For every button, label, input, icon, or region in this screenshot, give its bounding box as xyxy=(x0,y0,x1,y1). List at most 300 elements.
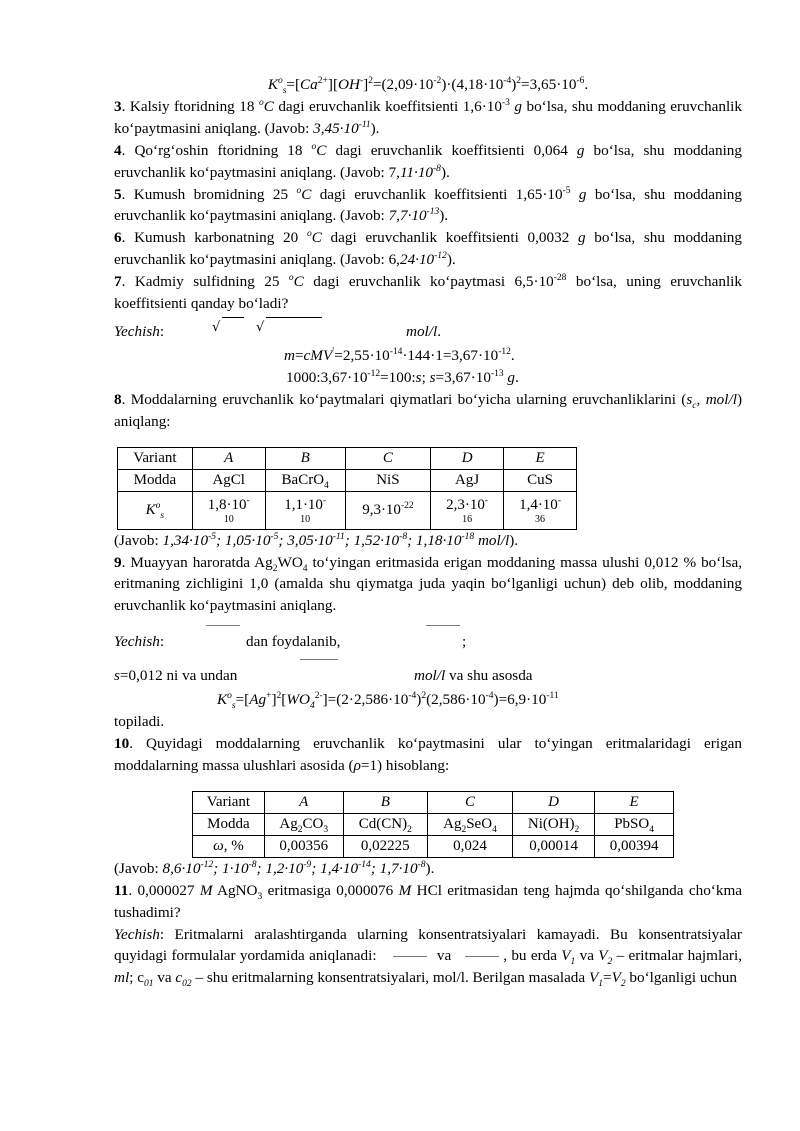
problem-4 xyxy=(114,140,742,184)
formula-text: V xyxy=(561,947,571,965)
problem-number: 8 xyxy=(114,390,122,408)
k-subscript: s xyxy=(231,701,236,712)
table-cell: C xyxy=(345,447,431,469)
k-superscript: o xyxy=(227,691,232,702)
cell-text: NiS xyxy=(376,472,400,489)
k-symbol: K xyxy=(217,691,228,709)
cell-sub: 2 xyxy=(297,825,303,836)
formula-sub: 2 xyxy=(607,957,613,968)
formula-sup: 2 xyxy=(368,75,373,86)
formula-sub: c xyxy=(692,400,697,411)
unit-c: C xyxy=(316,141,327,159)
table-cell: 0,00014 xyxy=(513,835,595,857)
unit-g: g xyxy=(576,141,585,159)
fraction-bar xyxy=(426,625,460,626)
problem-6 xyxy=(114,227,742,271)
formula-text: Ca xyxy=(300,76,318,93)
answer-value: 3,45·10 xyxy=(313,119,359,137)
answer-value: ; 1,2·10 xyxy=(256,859,304,877)
problem-number: 9 xyxy=(114,553,122,571)
solution-7-line-3 xyxy=(114,367,742,389)
answer-value: 7,7·10 xyxy=(388,207,427,225)
table-header xyxy=(193,835,265,857)
problem-number: 6 xyxy=(114,229,122,247)
table-cell: C xyxy=(427,791,512,813)
k-superscript: o xyxy=(155,501,161,512)
formula-sub: 4 xyxy=(302,563,308,574)
exponent: -12 xyxy=(367,368,381,379)
problem-text: : Eritmalarni aralashtirganda ularning konsentratsiyalari kamayadi. Bu konsentratsiyalar quyidagi formulalar yordamida aniqlanadi: xyxy=(114,925,742,965)
problem-text: – shu eritmalarning konsentratsiyalari, mol/l. Berilgan masalada xyxy=(191,969,589,987)
cell-sub: 4 xyxy=(492,825,497,836)
problem-text: ). xyxy=(370,119,380,137)
answer-value: ; 1,05·10 xyxy=(216,531,271,549)
table-cell xyxy=(431,469,504,491)
formula-text: 1000:3,67·10 xyxy=(286,368,368,386)
exponent: -13 xyxy=(426,207,440,218)
formula-text: =3,67·10 xyxy=(435,368,491,386)
cell-text: 2,3·10 xyxy=(446,496,485,513)
formula-text: ·144·1=3,67·10 xyxy=(402,346,499,364)
sqrt-icon: √ xyxy=(256,319,265,335)
formula-text: =[ xyxy=(235,691,250,709)
formula-text: ] xyxy=(363,76,369,93)
problem-11 xyxy=(114,880,742,924)
problem-number: 4 xyxy=(114,141,122,159)
cell-text: 1,1·10 xyxy=(284,496,323,513)
exponent: -18 xyxy=(461,531,475,542)
problem-text: topiladi. xyxy=(114,713,165,731)
unit-c: C xyxy=(263,97,274,115)
formula-sub: 02 xyxy=(182,979,192,990)
formula-sup: ′ xyxy=(332,346,335,357)
table-cell: E xyxy=(595,791,674,813)
k-symbol: K xyxy=(267,76,278,93)
fraction-bar xyxy=(206,625,240,626)
problem-number: 3 xyxy=(114,97,122,115)
table-cell xyxy=(427,813,512,835)
degree-sup: o xyxy=(296,185,302,196)
answer-text: (Javob: xyxy=(114,531,163,549)
problem-text: , bu erda xyxy=(503,947,562,965)
cell-text: Ag xyxy=(279,816,298,833)
table-cell: B xyxy=(265,447,345,469)
yechish-label: Yechish xyxy=(114,633,160,651)
table-row xyxy=(193,791,674,813)
problem-text: . Kadmiy sulfidning 25 xyxy=(121,273,289,291)
formula-text: m xyxy=(284,346,295,364)
table-cell: B xyxy=(343,791,427,813)
cell-text: AgCl xyxy=(212,472,245,489)
formula-sub: 2 xyxy=(620,979,626,990)
cell-text: 1,4·10 xyxy=(519,496,558,513)
problem-9 xyxy=(114,552,742,618)
problem-text: ) aniqlang: xyxy=(114,390,742,430)
problem-text: . Kumush bromidning 25 xyxy=(121,185,297,203)
exponent: -5 xyxy=(270,531,279,542)
formula-text: ; xyxy=(421,368,430,386)
table-cell: 0,02225 xyxy=(343,835,427,857)
problem-text: ; c xyxy=(129,969,144,987)
formula-sup: -6 xyxy=(576,75,585,86)
degree-sup: o xyxy=(306,229,312,240)
problem-number: 5 xyxy=(114,185,122,203)
formula-sup: + xyxy=(266,691,272,702)
table-header: Modda xyxy=(118,469,193,491)
exponent: -11 xyxy=(332,531,345,542)
cell-text: , % xyxy=(223,838,244,855)
problem-text: ). xyxy=(440,163,450,181)
exponent: -4 xyxy=(408,691,417,702)
formula-text: = xyxy=(294,346,304,364)
cell-text: Cd(CN) xyxy=(358,816,408,833)
problem-text: bo‘lsa, shu moddaning eruvchanlik ko‘paytmasini aniqlang. (Javob: xyxy=(114,97,742,137)
problem-text: . Moddalarning eruvchanlik ko‘paytmalari qiymatlari bo‘yicha ularning eruvchanliklarini ( xyxy=(121,390,687,408)
answer-value: 1,34·10 xyxy=(162,531,209,549)
table-row xyxy=(118,469,577,491)
sqrt-bar xyxy=(222,317,244,318)
colon: : xyxy=(159,322,165,340)
problem-text: . Kumush karbonatning 20 xyxy=(121,229,307,247)
formula-sup: 2 xyxy=(276,691,282,702)
exponent: -14 xyxy=(389,346,403,357)
exponent: -3 xyxy=(501,97,510,108)
unit-moll: mol/l xyxy=(705,390,737,408)
exponent: -5 xyxy=(562,185,571,196)
exponent: -8 xyxy=(248,859,257,870)
problem-text: . Qo‘rg‘oshin ftoridning 18 xyxy=(121,141,312,159)
answer-value: ; 1·10 xyxy=(213,859,249,877)
unit-molar: M xyxy=(199,881,213,899)
unit-g: g xyxy=(577,229,586,247)
table-ksp-values xyxy=(117,447,577,530)
exponent: -14 xyxy=(358,859,371,870)
table-row xyxy=(193,835,674,857)
yechish-label: Yechish xyxy=(114,322,160,340)
omega-symbol: ω xyxy=(213,838,224,855)
problem-text: WO xyxy=(277,553,303,571)
exponent-wrap: 16 xyxy=(462,513,473,525)
problem-5 xyxy=(114,184,742,228)
cell-sub: 2 xyxy=(461,825,467,836)
unit-moll: mol/l xyxy=(406,322,438,340)
unit-moll: mol/l xyxy=(474,531,510,549)
problem-text: va xyxy=(436,947,452,965)
formula-text: =2,55·10 xyxy=(334,346,390,364)
problem-text: dagi eruvchanlik ko‘paytmasi 6,5·10 xyxy=(303,273,554,291)
k-subscript: s xyxy=(160,511,165,522)
exponent: -4 xyxy=(485,691,494,702)
answer-value: 24·10 xyxy=(399,251,435,269)
problem-number: 10 xyxy=(114,735,130,753)
formula-text: V xyxy=(588,969,599,987)
problem-text: dagi eruvchanlik koeffitsienti 1,6·10 xyxy=(273,97,502,115)
formula-text: WO xyxy=(286,691,310,709)
exponent-wrap: 10 xyxy=(223,513,234,525)
table-cell: A xyxy=(264,791,343,813)
problem-text: = xyxy=(602,969,612,987)
cell-text: CO xyxy=(302,816,324,833)
problem-text: dagi eruvchanlik koeffitsienti 1,65·10 xyxy=(311,185,563,203)
cell-text: Ni(OH) xyxy=(527,816,575,833)
cell-text: AgJ xyxy=(455,472,480,489)
problem-text: bo‘lsa, shu moddaning eruvchanlik ko‘paytmasini aniqlang. (Javob: 7, xyxy=(114,141,742,181)
cell-text: SeO xyxy=(466,816,493,833)
formula-sup: -2 xyxy=(433,75,442,86)
problem-text: dagi eruvchanlik koeffitsienti 0,064 xyxy=(326,141,577,159)
k-superscript: o xyxy=(277,75,283,86)
table-cell: 0,024 xyxy=(427,835,512,857)
cell-text: 9,3·10 xyxy=(362,502,401,519)
formula-text: ] xyxy=(271,691,277,709)
colon: : xyxy=(159,633,165,651)
table-header: Variant xyxy=(118,447,193,469)
answer-value: ; 1,18·10 xyxy=(407,531,462,549)
cell-sub: 2 xyxy=(574,825,580,836)
formula-text: [ xyxy=(281,691,287,709)
problem-text: ; xyxy=(462,633,467,651)
unit-g: g xyxy=(514,97,522,115)
table-cell: D xyxy=(431,447,504,469)
cell-sub: 2 xyxy=(407,825,412,836)
fraction-bar xyxy=(300,659,338,660)
document-page xyxy=(114,74,742,989)
problem-text: . 0,000027 xyxy=(128,881,200,899)
unit-g: g xyxy=(507,368,515,386)
exponent: - xyxy=(322,495,327,506)
formula-text: . xyxy=(510,346,515,364)
problem-text: AgNO xyxy=(212,881,258,899)
unit-c: C xyxy=(301,185,312,203)
unit-c: C xyxy=(311,229,322,247)
problem-text: . Muayyan haroratda Ag xyxy=(121,553,273,571)
formula-sub: 3 xyxy=(257,891,263,902)
table-header xyxy=(118,491,193,529)
answer-8 xyxy=(114,530,742,552)
solution-9-line-2 xyxy=(114,665,742,689)
problem-text: va xyxy=(153,969,176,987)
problem-text: va shu asosda xyxy=(445,667,533,685)
problem-text: ). xyxy=(446,251,456,269)
exponent: -8 xyxy=(433,163,441,174)
unit-molar: M xyxy=(398,881,412,899)
formula-text: V xyxy=(611,969,621,987)
problem-text: dan foydalanib, xyxy=(246,633,341,651)
problem-text: eritmasiga 0,000076 xyxy=(262,881,399,899)
unit-moll: mol/l xyxy=(414,667,446,685)
formula-text: . xyxy=(515,368,519,386)
problem-text: . Quyidagi moddalarning eruvchanlik ko‘paytmasini ular to‘yingan eritmalaridagi erigan moddalarning massa ulushlari asosida ( xyxy=(114,735,742,774)
formula-sub: 1 xyxy=(598,979,603,990)
table-cell xyxy=(192,469,265,491)
k-subscript: s xyxy=(282,86,287,97)
table-cell xyxy=(431,491,504,529)
problem-text: bo‘lganligi uchun xyxy=(625,969,737,987)
table-cell: A xyxy=(192,447,265,469)
exponent: -22 xyxy=(400,501,414,512)
dot: . xyxy=(437,322,442,340)
answer-text: (Javob: xyxy=(114,859,163,877)
exponent: -8 xyxy=(399,531,408,542)
table-header: Modda xyxy=(193,813,265,835)
formula-sup: 2 xyxy=(516,75,522,86)
problem-text: bo‘lsa, uning eruvchanlik koeffitsienti qanday bo‘ladi? xyxy=(114,273,742,313)
formula-text: OH xyxy=(338,76,360,93)
rho-symbol: ρ xyxy=(353,756,361,774)
formula-text: (2,586·10 xyxy=(426,691,486,709)
problem-number: 7 xyxy=(114,273,122,291)
problem-text: bo‘lsa, shu moddaning eruvchanlik ko‘paytmasini aniqlang. (Javob: 6, xyxy=(114,229,742,269)
table-cell xyxy=(513,813,595,835)
exponent: -5 xyxy=(208,531,216,542)
problem-text: – eritmalar hajmlari, xyxy=(612,947,742,965)
exponent: - xyxy=(246,495,250,506)
answer-text: ). xyxy=(509,531,519,549)
exponent: -8 xyxy=(417,859,426,870)
formula-text: s xyxy=(429,368,436,386)
answer-value: ; 1,4·10 xyxy=(311,859,359,877)
table-cell xyxy=(343,813,427,835)
table-cell xyxy=(264,813,343,835)
exponent: -9 xyxy=(303,859,312,870)
formula-text: ]=(2·2,586·10 xyxy=(322,691,409,709)
formula-text: =[ xyxy=(286,76,301,93)
table-cell xyxy=(504,491,577,529)
answer-value: 8,6·10 xyxy=(162,859,201,877)
formula-text: )=6,9·10 xyxy=(493,691,547,709)
table-row xyxy=(118,447,577,469)
cell-sub: 4 xyxy=(649,825,654,836)
problem-7 xyxy=(114,271,742,315)
exponent: - xyxy=(557,495,561,506)
cell-sub: 4 xyxy=(324,481,329,492)
problem-number: 11 xyxy=(114,881,129,899)
ksp-formula-caoh2 xyxy=(114,74,742,96)
table-cell xyxy=(595,813,674,835)
answer-value: ; 3,05·10 xyxy=(278,531,333,549)
solution-7-line-2 xyxy=(114,345,742,367)
problem-text: dagi eruvchanlik koeffitsienti 0,0032 xyxy=(321,229,578,247)
table-cell: 0,00394 xyxy=(595,835,674,857)
problem-text: ). xyxy=(439,207,449,225)
formula-sub: 1 xyxy=(570,957,576,968)
formula-sup: -4 xyxy=(503,75,512,86)
formula-text: ][ xyxy=(327,76,339,93)
exponent: -12 xyxy=(434,251,447,262)
problem-8 xyxy=(114,389,742,433)
problem-text: , xyxy=(696,390,706,408)
answer-value: ; 1,52·10 xyxy=(344,531,400,549)
unit-c: C xyxy=(293,273,304,291)
formula-text: =(2,09·10 xyxy=(372,76,434,93)
cell-text: 1,8·10 xyxy=(207,496,247,513)
table-cell xyxy=(265,469,345,491)
table-cell: 0,00356 xyxy=(264,835,343,857)
formula-sub: 4 xyxy=(309,701,315,712)
problem-10 xyxy=(114,733,742,777)
formula-sup: - xyxy=(359,75,364,86)
formula-text: . xyxy=(584,76,589,93)
problem-text: =1) hisoblang: xyxy=(360,756,450,774)
table-cell: D xyxy=(513,791,595,813)
formula-text: =100: xyxy=(380,368,416,386)
table-cell xyxy=(504,469,577,491)
solution-7-line-1 xyxy=(114,321,742,345)
table-cell: E xyxy=(504,447,577,469)
unit-ml: ml xyxy=(114,969,130,987)
cell-text: BaCrO xyxy=(281,472,325,489)
degree-sup: o xyxy=(258,97,264,108)
formula-text: s xyxy=(114,667,120,685)
solution-9-line-1 xyxy=(114,631,742,655)
exponent: -13 xyxy=(490,368,504,379)
yechish-label: Yechish xyxy=(114,925,160,943)
exponent: -28 xyxy=(553,273,567,284)
formula-text: c xyxy=(175,969,183,987)
exponent-wrap: 36 xyxy=(535,513,546,525)
solution-9-line-3 xyxy=(114,689,742,711)
problem-text xyxy=(571,186,579,203)
table-mass-fractions xyxy=(192,791,674,858)
table-cell xyxy=(345,491,431,529)
cell-sub: 3 xyxy=(323,825,329,836)
exponent: -11 xyxy=(358,119,371,130)
answer-10 xyxy=(114,858,742,880)
table-row xyxy=(193,813,674,835)
formula-sub: 01 xyxy=(143,979,154,990)
exponent: -11 xyxy=(546,691,559,702)
sqrt-bar xyxy=(266,317,322,318)
formula-sup: 2- xyxy=(314,691,323,702)
problem-text: . Kalsiy ftoridning 18 xyxy=(121,97,259,115)
problem-text: bo‘lsa, shu moddaning eruvchanlik ko‘paytmasini aniqlang. (Javob: xyxy=(114,185,742,225)
degree-sup: o xyxy=(311,141,317,152)
formula-text: s xyxy=(686,390,693,408)
exponent-wrap: 10 xyxy=(300,513,311,525)
formula-text: ) xyxy=(511,76,517,93)
formula-text: cMV xyxy=(303,346,333,364)
table-cell xyxy=(345,469,431,491)
cell-text: Ag xyxy=(443,816,462,833)
formula-sub: 2 xyxy=(272,563,278,574)
sqrt-icon: √ xyxy=(212,319,221,335)
exponent: - xyxy=(484,495,489,506)
formula-text: ) xyxy=(416,691,422,709)
formula-sup: 2 xyxy=(421,691,427,702)
k-symbol: K xyxy=(145,502,156,519)
answer-text: ). xyxy=(425,859,435,877)
formula-text: =3,65·10 xyxy=(521,76,577,93)
formula-text: =0,012 ni va undan xyxy=(119,667,238,685)
answer-value: 11·10 xyxy=(399,163,434,181)
exponent: -12 xyxy=(498,346,511,357)
problem-text: HCl eritmasidan teng hajmda qo‘shilganda cho‘kma tushadimi? xyxy=(114,881,743,921)
formula-text: )·(4,18·10 xyxy=(441,76,504,93)
table-row xyxy=(118,491,577,529)
formula-text: Ag xyxy=(249,691,267,709)
table-header: Variant xyxy=(193,791,265,813)
table-cell xyxy=(192,491,265,529)
unit-g: g xyxy=(578,185,587,203)
solution-11 xyxy=(114,924,742,990)
problem-3 xyxy=(114,96,742,140)
formula-sup: 2+ xyxy=(317,75,328,86)
formula-text: V xyxy=(598,947,608,965)
problem-text: va xyxy=(575,947,599,965)
cell-text: CuS xyxy=(527,472,553,489)
exponent: -12 xyxy=(200,859,214,870)
degree-sup: o xyxy=(288,273,294,284)
